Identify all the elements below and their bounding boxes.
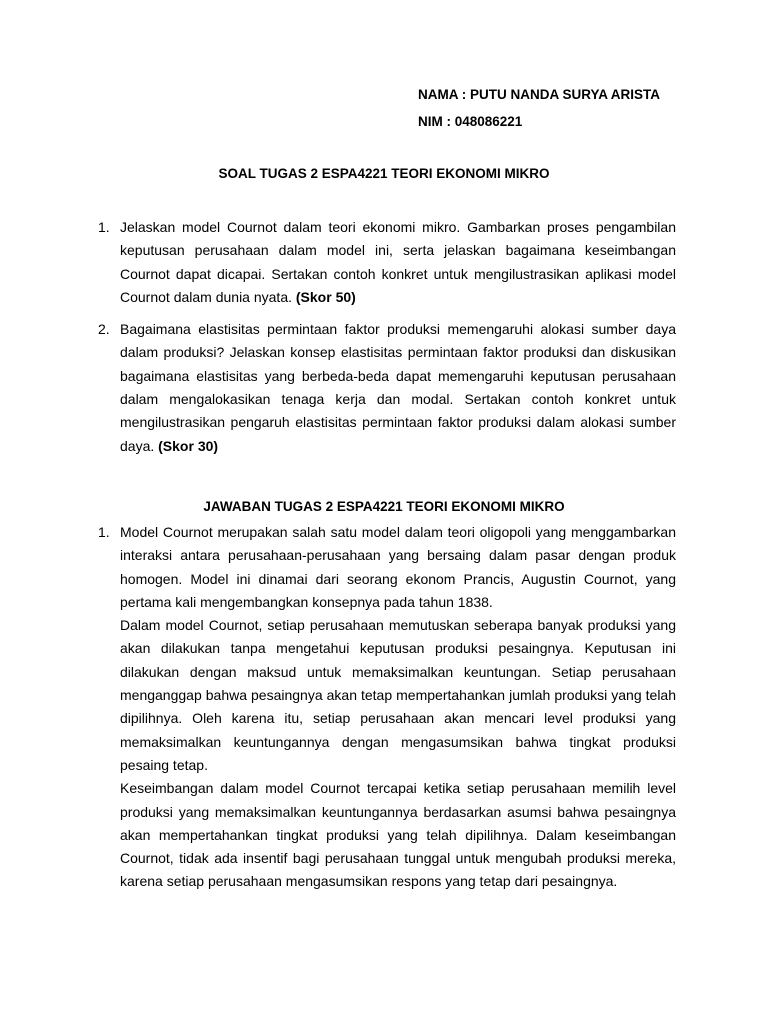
answer-number: 1. [98, 524, 110, 540]
question-item [98, 216, 676, 309]
questions-list [98, 216, 676, 458]
answer-item [98, 521, 676, 894]
answer-paragraph: Model Cournot merupakan salah satu model dalam teori oligopoli yang menggambarkan interaksi antara perusahaan-perusahaan yang bersaing dalam pasar dengan produk homogen. Model ini dinamai dari seorang ekonom Prancis, Augustin Cournot, yang pertama kali mengembangkan konsepnya pada tahun 1838. [120, 524, 676, 610]
questions-heading: SOAL TUGAS 2 ESPA4221 TEORI EKONOMI MIKRO [218, 166, 550, 181]
question-number: 1. [98, 219, 110, 235]
question-score: (Skor 50) [295, 288, 356, 305]
student-nim: NIM : 048086221 [418, 114, 523, 129]
question-text: Jelaskan model Cournot dalam teori ekonomi mikro. Gambarkan proses pengambilan keputusan perusahaan dalam model ini, serta jelaskan bagaimana keseimbangan Cournot dapat dicapai. Sertakan contoh konkret untuk mengilustrasikan aplikasi model Cournot dalam dunia nyata. (Skor 50) [120, 219, 676, 305]
question-text: Bagaimana elastisitas permintaan faktor produksi memengaruhi alokasi sumber daya dalam produksi? Jelaskan konsep elastisitas permintaan faktor produksi dan diskusikan bagaimana elastisitas yang berbeda-beda dapat memengaruhi keputusan perusahaan dalam mengalokasikan tenaga kerja dan modal. Sertakan contoh konkret untuk mengilustrasikan pengaruh elastisitas permintaan faktor produksi dalam alokasi sumber daya. (Skor 30) [120, 321, 676, 454]
answers-list [98, 521, 676, 894]
question-score: (Skor 30) [158, 437, 219, 454]
question-item [98, 318, 676, 458]
answer-paragraph: Keseimbangan dalam model Cournot tercapai ketika setiap perusahaan memilih level produksi yang memaksimalkan keuntungannya berdasarkan asumsi bahwa pesaingnya akan mempertahankan tingkat produksi yang telah dipilihnya. Dalam keseimbangan Cournot, tidak ada insentif bagi perusahaan tunggal untuk mengubah produksi mereka, karena setiap perusahaan mengasumsikan respons yang tetap dari pesaingnya. [120, 780, 676, 890]
answer-paragraph: Dalam model Cournot, setiap perusahaan memutuskan seberapa banyak produksi yang akan dilakukan tanpa mengetahui keputusan produksi pesaingnya. Keputusan ini dilakukan dengan maksud untuk memaksimalkan keuntungan. Setiap perusahaan menganggap bahwa pesaingnya akan tetap mempertahankan jumlah produksi yang telah dipilihnya. Oleh karena itu, setiap perusahaan akan mencari level produksi yang memaksimalkan keuntungannya dengan mengasumsikan bahwa tingkat produksi pesaing tetap. [120, 617, 676, 773]
student-name: NAMA : PUTU NANDA SURYA ARISTA [418, 87, 660, 102]
question-number: 2. [98, 321, 110, 338]
answers-heading: JAWABAN TUGAS 2 ESPA4221 TEORI EKONOMI MIKRO [203, 499, 565, 514]
